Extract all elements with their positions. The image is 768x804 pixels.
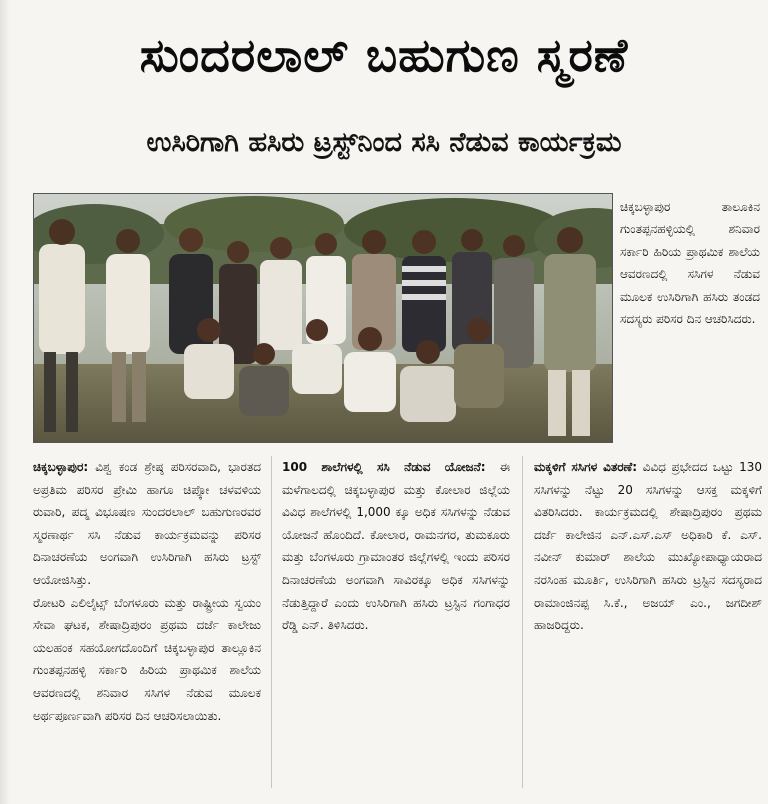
paragraph-3 [282, 456, 510, 637]
paragraph-4 [534, 456, 762, 637]
column-rule [271, 456, 272, 788]
paragraph-3-text: ಈ ಮಳೆಗಾಲದಲ್ಲಿ ಚಿಕ್ಕಬಳ್ಳಾಪುರ ಮತ್ತು ಕೋಲಾರ ಜಿಲ್ಲೆಯ ವಿವಿಧ ಶಾಲೆಗಳಲ್ಲಿ 1,000 ಕ್ಕೂ ಅಧಿಕ ಸಸಿಗಳನ್ನು ನೆಡುವ ಯೋಜನೆ ಹೊಂದಿದೆ. ಕೋಲಾರ, ರಾಮನಗರ, ತುಮಕೂರು ಮತ್ತು ಬೆಂಗಳೂರು ಗ್ರಾಮಾಂತರ ಜಿಲ್ಲೆಗಳಲ್ಲಿ ಇಂದು ಪರಿಸರ ದಿನಾಚರಣೆಯ ಅಂಗವಾಗಿ ಸಾವಿರಕ್ಕೂ ಅಧಿಕ ಸಸಿಗಳನ್ನು ನೆಡುತ್ತಿದ್ದಾರೆ ಎಂದು ಉಸಿರಿಗಾಗಿ ಹಸಿರು ಟ್ರಸ್ಟಿನ ಗಂಗಾಧರ ರೆಡ್ಡಿ ಎನ್. ತಿಳಿಸಿದರು. [282, 460, 510, 633]
subheadline: ಉಸಿರಿಗಾಗಿ ಹಸಿರು ಟ್ರಸ್ಟ್‌ನಿಂದ ಸಸಿ ನೆಡುವ ಕಾರ್ಯಕ್ರಮ [146, 127, 622, 158]
paragraph-4-text: ವಿವಿಧ ಪ್ರಭೇದದ ಒಟ್ಟು 130 ಸಸಿಗಳನ್ನು ನೆಟ್ಟು 20 ಸಸಿಗಳನ್ನು ಆಸಕ್ತ ಮಕ್ಕಳಿಗೆ ವಿತರಿಸಿದರು. ಕಾರ್ಯಕ್ರಮದಲ್ಲಿ ಶೇಷಾದ್ರಿಪುರಂ ಪ್ರಥಮ ದರ್ಜೆ ಕಾಲೇಜಿನ ಎನ್.ಎಸ್.ಎಸ್ ಅಧಿಕಾರಿ ಕೆ. ಎಸ್. ನವೀನ್ ಕುಮಾರ್ ಶಾಲೆಯ ಮುಖ್ಯೋಪಾಧ್ಯಾಯರಾದ ನರಸಿಂಹ ಮೂರ್ತಿ, ಉಸಿರಿಗಾಗಿ ಹಸಿರು ಟ್ರಸ್ಟಿನ ಸದಸ್ಯರಾದ ರಾಮಾಂಜಿನಪ್ಪ ಸಿ.ಕೆ., ಅಜಯ್ ಎಂ., ಜಗದೀಶ್ ಹಾಜರಿದ್ದರು. [534, 460, 762, 633]
paragraph-1 [33, 456, 261, 592]
column-2 [282, 456, 510, 637]
group-photo [33, 193, 613, 443]
paragraph-1-text: ವಿಶ್ವ ಕಂಡ ಶ್ರೇಷ್ಠ ಪರಿಸರವಾದಿ, ಭಾರತದ ಅಪ್ರತಿಮ ಪರಿಸರ ಪ್ರೇಮಿ ಹಾಗೂ ಚಿಪ್ಕೋ ಚಳವಳಿಯ ರುವಾರಿ, ಪದ್ಮ ವಿಭೂಷಣ ಸುಂದರಲಾಲ್ ಬಹುಗುಣರವರ ಸ್ಮರಣಾರ್ಥ ಸಸಿ ನೆಡುವ ಕಾರ್ಯಕ್ರಮವನ್ನು ಪರಿಸರ ದಿನಾಚರಣೆಯ ಅಂಗವಾಗಿ ಉಸಿರಿಗಾಗಿ ಹಸಿರು ಟ್ರಸ್ಟ್ ಆಯೋಜಿಸಿತ್ತು. [33, 460, 261, 587]
column-1 [33, 456, 261, 727]
dateline: ಚಿಕ್ಕಬಳ್ಳಾಪುರ: [33, 460, 89, 474]
subhead-distribution: ಮಕ್ಕಳಿಗೆ ಸಸಿಗಳ ವಿತರಣೆ: [534, 460, 638, 474]
group-photo-illustration [34, 194, 612, 442]
subhead-schools: 100 ಶಾಲೆಗಳಲ್ಲಿ ಸಸಿ ನೆಡುವ ಯೋಜನೆ: [282, 460, 486, 474]
paragraph-2: ರೋಟರಿ ಎಲಿಲೈಟ್ಸ್ ಬೆಂಗಳೂರು ಮತ್ತು ರಾಷ್ಟ್ರೀಯ ಸ್ವಯಂ ಸೇವಾ ಘಟಕ, ಶೇಷಾದ್ರಿಪುರಂ ಪ್ರಥಮ ದರ್ಜೆ ಕಾಲೇಜು ಯಲಹಂಕ ಸಹಯೋಗದೊಂದಿಗೆ ಚಿಕ್ಕಬಳ್ಳಾಪುರ ತಾಲ್ಲೂಕಿನ ಗುಂತಪ್ಪನಹಳ್ಳಿ ಸರ್ಕಾರಿ ಹಿರಿಯ ಪ್ರಾಥಮಿಕ ಶಾಲೆಯ ಆವರಣದಲ್ಲಿ ಶನಿವಾರ ಸಸಿಗಳ ನೆಡುವ ಮೂಲಕ ಅರ್ಥಪೂರ್ಣವಾಗಿ ಪರಿಸರ ದಿನ ಆಚರಿಸಲಾಯಿತು. [33, 595, 261, 723]
column-rule [522, 456, 523, 788]
column-3 [534, 456, 762, 637]
photo-caption: ಚಿಕ್ಕಬಳ್ಳಾಪುರ ತಾಲೂಕಿನ ಗುಂತಪ್ಪನಹಳ್ಳಿಯಲ್ಲಿ ಶನಿವಾರ ಸರ್ಕಾರಿ ಹಿರಿಯ ಪ್ರಾಥಮಿಕ ಶಾಲೆಯ ಆವರಣದಲ್ಲಿ ಸಸಿಗಳ ನೆಡುವ ಮೂಲಕ ಉಸಿರಿಗಾಗಿ ಹಸಿರು ತಂಡದ ಸದಸ್ಯರು ಪರಿಸರ ದಿನ ಆಚರಿಸಿದರು. [620, 200, 760, 327]
headline: ಸುಂದರಲಾಲ್ ಬಹುಗುಣ ಸ್ಮರಣೆ [139, 28, 629, 82]
